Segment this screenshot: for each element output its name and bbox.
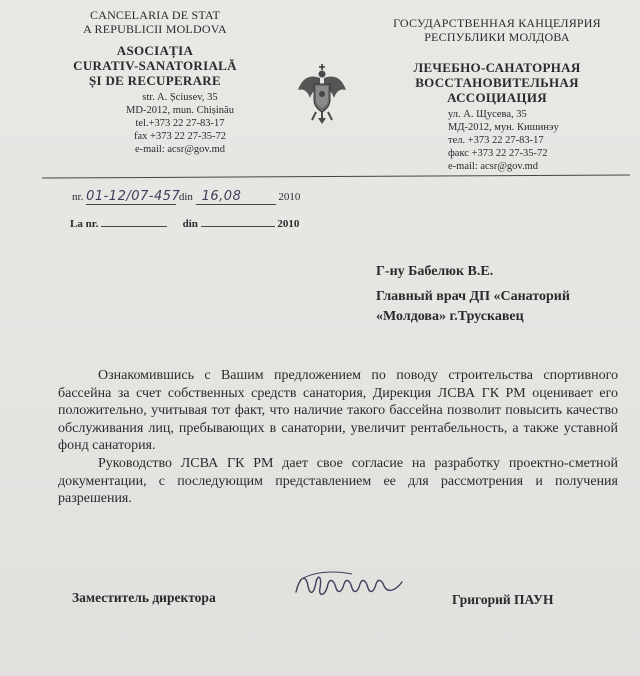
org-line-3: ȘI DE RECUPERARE [89, 73, 221, 88]
reference-number: 01-12/07-457 [86, 189, 181, 204]
org-line-1-ru: ЛЕЧЕБНО-САНАТОРНАЯ [413, 60, 581, 75]
org-line-2-ru: ВОССТАНОВИТЕЛЬНАЯ [415, 75, 579, 90]
state-chancellery-ro [40, 8, 270, 36]
fax-line: fax +373 22 27-35-72 [134, 131, 226, 142]
org-line-2: CURATIV-SANATORIALĂ [73, 58, 237, 73]
incoming-reference [70, 216, 299, 230]
gov-line-1: CANCELARIA DE STAT [90, 8, 220, 22]
signatory-title: Заместитель директора [72, 590, 216, 605]
email-line-ru: e-mail: acsr@gov.md [448, 161, 539, 172]
gov-line-2-ru: РЕСПУБЛИКИ МОЛДОВА [424, 30, 570, 44]
reference-year: 2010 [278, 191, 301, 203]
phone-line: tel.+373 22 27-83-17 [135, 118, 225, 129]
address-line-1: str. A. Șciusev, 35 [142, 92, 218, 103]
din2-blank [201, 216, 275, 227]
contact-block-ru [372, 108, 622, 173]
address-line-2-ru: МД-2012, мун. Кишинэу [448, 122, 559, 133]
letterhead-right [372, 16, 622, 173]
year2: 2010 [277, 218, 300, 230]
outgoing-reference [72, 189, 300, 205]
phone-line-ru: тел. +373 22 27-83-17 [448, 135, 544, 146]
signatory-name: Григорий ПАУН [452, 592, 554, 607]
recipient-location: «Молдова» г.Трускавец [376, 309, 524, 324]
gov-line-2: A REPUBLICII MOLDOVA [83, 22, 227, 36]
email-line: e-mail: acsr@gov.md [134, 144, 226, 155]
state-chancellery-ru [372, 16, 622, 44]
letter-body [58, 367, 618, 508]
org-line-1: ASOCIAȚIA [116, 43, 194, 58]
din2-label: din [182, 218, 198, 230]
letterhead-divider [42, 174, 630, 178]
organization-name-ro [40, 43, 270, 88]
contact-block-ro [40, 91, 270, 156]
din-label: din [178, 191, 193, 203]
fax-line-ru: факс +373 22 27-35-72 [448, 148, 548, 159]
gov-line-1-ru: ГОСУДАРСТВЕННАЯ КАНЦЕЛЯРИЯ [393, 16, 601, 30]
recipient-name: Г-ну Бабелюк В.Е. [376, 264, 494, 279]
address-line-2: MD-2012, mun. Chișinău [126, 105, 234, 116]
address-line-1-ru: ул. А. Щусева, 35 [448, 109, 527, 120]
la-nr-blank [101, 216, 167, 227]
organization-name-ru [372, 60, 622, 105]
coat-of-arms-emblem [296, 62, 348, 126]
recipient-position: Главный врач ДП «Санаторий [376, 289, 570, 304]
nr-label: nr. [72, 191, 84, 203]
body-paragraph-2: Руководство ЛСВА ГК РМ дает свое согласие на разработку проектно-сметной документации, с последующим представлением ее для рассмотрения и получения разрешения. [58, 455, 618, 507]
la-nr-label: La nr. [70, 218, 99, 230]
handwritten-signature [292, 566, 432, 606]
letterhead-left [40, 8, 270, 156]
body-paragraph-1: Ознакомившись с Вашим предложением по поводу строительства спортивного бассейна за счет собственных средств санатория, Дирекция ЛСВА ГК РМ оценивает его положительно, учитывая тот факт, что наличие такого бассейна позволит повысить качество обслуживания лиц, пребывающих в санатории, увеличит рентабельность, а также уставной фонд санатория. [58, 368, 618, 454]
reference-date: 16,08 [196, 189, 276, 205]
org-line-3-ru: АССОЦИАЦИЯ [447, 90, 547, 105]
recipient-block [376, 262, 636, 327]
